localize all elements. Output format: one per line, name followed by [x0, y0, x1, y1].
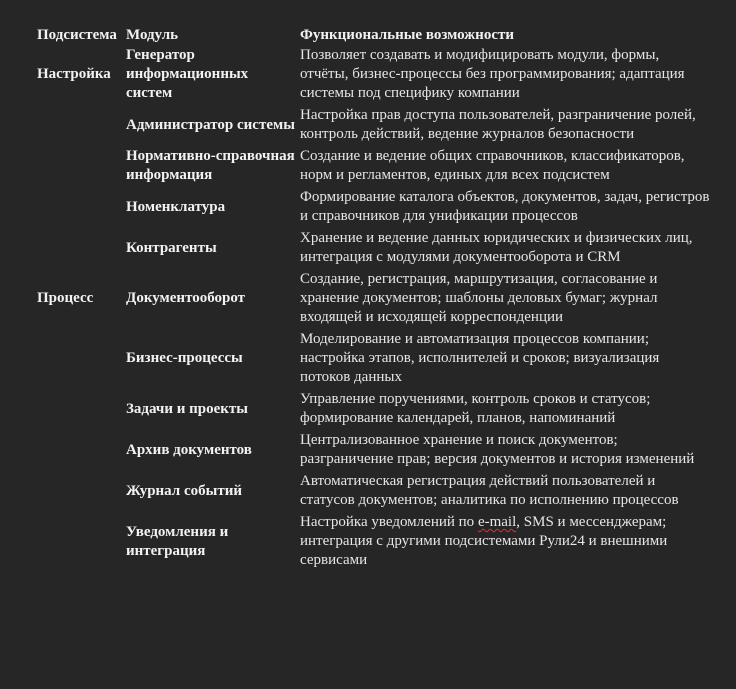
table-row — [35, 106, 718, 147]
module-cell: Генератор информационных систем — [126, 47, 249, 101]
module-cell: Архив документов — [126, 441, 252, 458]
table-row — [35, 147, 718, 188]
description-cell — [298, 513, 718, 573]
subsystem-cell — [35, 513, 124, 573]
spellcheck-flagged-word[interactable]: e-mail — [477, 514, 517, 530]
table-row — [35, 229, 718, 270]
description-text: Настройка уведомлений по — [300, 514, 478, 530]
subsystem-cell — [35, 229, 124, 270]
module-cell: Администратор системы — [126, 116, 295, 133]
subsystem-cell — [35, 147, 124, 188]
description-cell: Создание и ведение общих справочников, классификаторов, норм и регламентов, единых для всех подсистем — [300, 148, 685, 183]
table-row — [35, 431, 718, 472]
subsystem-cell: Процесс — [37, 290, 94, 306]
header-module: Модуль — [126, 27, 179, 43]
header-capabilities: Функциональные возможности — [300, 27, 514, 43]
table-row — [35, 270, 718, 330]
subsystem-cell: Настройка — [37, 66, 111, 82]
subsystem-cell — [35, 106, 124, 147]
subsystems-modules-table — [35, 26, 718, 573]
subsystem-cell — [35, 188, 124, 229]
module-cell: Контрагенты — [126, 239, 217, 256]
table-row — [35, 390, 718, 431]
header-subsystem: Подсистема — [37, 27, 117, 43]
module-cell: Номенклатура — [126, 198, 226, 215]
module-cell: Задачи и проекты — [126, 400, 249, 417]
table-header-row — [35, 26, 718, 46]
table-row — [35, 472, 718, 513]
module-cell: Документооборот — [126, 290, 246, 306]
subsystem-cell — [35, 390, 124, 431]
table-row — [35, 513, 718, 573]
description-cell: Позволяет создавать и модифицировать модули, формы, отчёты, бизнес-процессы без программирования; адаптация системы под специфику компании — [300, 47, 685, 101]
description-text: , SMS и мессенджерам; интеграция с другими подсистемами Рули24 и внешними сервисами — [300, 514, 668, 568]
table-row — [35, 46, 718, 106]
description-cell: Моделирование и автоматизация процессов компании; настройка этапов, исполнителей и сроков; визуализация потоков данных — [300, 331, 660, 385]
module-cell: Уведомления и интеграция — [126, 523, 229, 559]
description-cell: Создание, регистрация, маршрутизация, согласование и хранение документов; шаблоны деловых бумаг; журнал входящей и исходящей корреспонденции — [300, 271, 658, 325]
description-cell: Централизованное хранение и поиск документов; разграничение прав; версия документов и история изменений — [300, 432, 695, 467]
module-cell: Бизнес-процессы — [126, 350, 243, 366]
description-cell: Формирование каталога объектов, документов, задач, регистров и справочников для унификации процессов — [300, 189, 710, 224]
description-cell: Управление поручениями, контроль сроков и статусов; формирование календарей, планов, напоминаний — [300, 391, 651, 426]
description-cell: Настройка прав доступа пользователей, разграничение ролей, контроль действий, ведение журналов безопасности — [300, 107, 696, 142]
table-row — [35, 188, 718, 229]
subsystem-cell — [35, 330, 124, 390]
subsystem-cell — [35, 431, 124, 472]
module-cell: Нормативно-справочная информация — [126, 148, 295, 183]
description-cell: Автоматическая регистрация действий пользователей и статусов документов; аналитика по исполнению процессов — [300, 473, 679, 508]
module-cell: Журнал событий — [126, 482, 242, 499]
table-row — [35, 330, 718, 390]
description-cell: Хранение и ведение данных юридических и физических лиц, интеграция с модулями документооборота и CRM — [300, 230, 693, 265]
subsystem-cell — [35, 472, 124, 513]
